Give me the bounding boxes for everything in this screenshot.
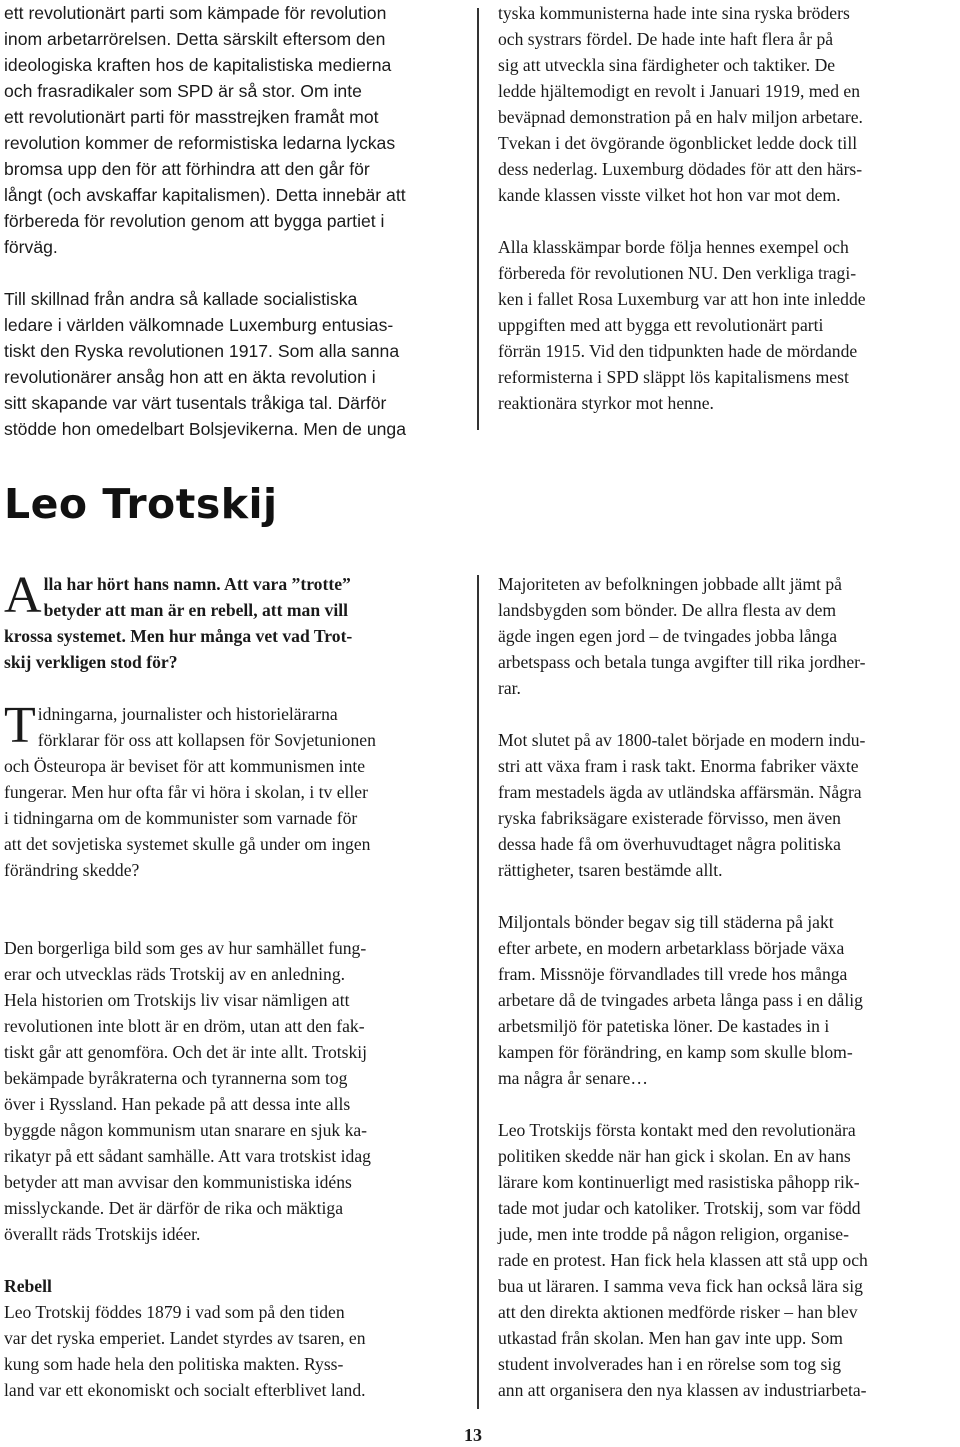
- top-left-column: [4, 0, 464, 442]
- top-column-divider: [477, 8, 479, 430]
- article-right-paragraph-1: Majoriteten av befolkningen jobbade allt jämt på landsbygden som bönder. De allra flesta av dem ägde ingen egen jord – de tvingades jobba långa arbetspass och betala tunga avgifter till rika jordher- rar.: [498, 574, 866, 698]
- article-paragraph-1: [4, 697, 466, 883]
- paragraph-dropcap: T: [4, 697, 36, 754]
- top-right-paragraph-1: tyska kommunisterna hade inte sina ryska bröders och systrars fördel. De hade inte haft flera år på sig att utveckla sina färdigheter och taktiker. De ledde hjältemodigt en revolt i Januari 1919, med en beväpnad demonstration på en halv miljon arbetare. Tvekan i det övgörande ögonblicket ledde dock till dess nederlag. Luxemburg dödades för att den härs- kande klassen visste vilket hot hon var mot dem.: [498, 3, 863, 205]
- article-title: Leo Trotskij: [4, 480, 278, 528]
- article-right-column: [498, 571, 960, 1403]
- article-column-divider: [477, 575, 479, 1409]
- article-paragraph-1-text: idningarna, journalister och historielärarna förklarar för oss att kollapsen för Sovjetunionen och Östeuropa är beviset för att kommunismen inte fungerar. Men hur ofta får vi höra i skolan, i tv eller i tidningarna om de kommunister som varnade för att det sovjetiska systemet skulle gå under om ingen förändring skedde?: [4, 704, 376, 880]
- top-right-column: [498, 0, 960, 416]
- lead-paragraph: [4, 567, 466, 675]
- section-subheading: Rebell: [4, 1276, 52, 1296]
- article-right-paragraph-4: Leo Trotskijs första kontakt med den revolutionära politiken skedde när han gick i skolan. En av hans lärare kom kontinuerligt med rasistiska påhopp rik- tade mot judar och katoliker. Trotskij, som var född jude, men inte trodde på någon religion, organise- rade en protest. Han fick hela klassen att stå upp och bua ut läraren. I samma veva fick han också lära sig att den direkta aktionen medförde risker – han blev utkastad från skolan. Men han gav inte upp. Som student involverades han i en rörelse som tog sig ann att organisera den nya klassen av industriarbeta-: [498, 1120, 868, 1400]
- article-right-paragraph-2: Mot slutet på av 1800-talet började en modern indu- stri att växa fram i rask takt. Enorma fabriker växte fram mestadels ägda av utländska affärsmän. Några ryska fabriksägare existerade förvisso, men även dessa hade få om överhuvudtaget några politiska rättigheter, tsaren bestämde allt.: [498, 730, 866, 880]
- page-number: 13: [464, 1425, 482, 1445]
- top-left-paragraph-1: ett revolutionärt parti som kämpade för revolution inom arbetarrörelsen. Detta särskilt eftersom den ideologiska kraften hos de kapitalistiska medierna och frasradikaler som SPD är så stor. Om inte ett revolutionärt parti för masstrejken framåt mot revolution kommer de reformistiska ledarna lyckas bromsa upp den för att förhindra att den går för långt (och avskaffar kapitalismen). Detta innebär att förbereda för revolution genom att bygga partiet i förväg.: [4, 3, 406, 257]
- article-paragraph-3: Leo Trotskij föddes 1879 i vad som på den tiden var det ryska emperiet. Landet styrdes av tsaren, en kung som hade hela den politiska makten. Ryss- land var ett ekonomiskt och socialt efterblivet land.: [4, 1302, 366, 1400]
- lead-dropcap: A: [4, 567, 42, 624]
- lead-text: lla har hört hans namn. Att vara ”trotte” betyder att man är en rebell, att man vill krossa systemet. Men hur många vet vad Trot- skij verkligen stod för?: [4, 574, 353, 672]
- top-left-paragraph-2: Till skillnad från andra så kallade socialistiska ledare i världen välkomnade Luxemburg entusias- tiskt den Ryska revolutionen 1917. Som alla sanna revolutionärer ansåg hon att en äkta revolution i sitt skapande var värt tusentals tråkiga tal. Därför stödde hon omedelbart Bolsjevikerna. Men de unga: [4, 289, 406, 439]
- article-right-paragraph-3: Miljontals bönder begav sig till städerna på jakt efter arbete, en modern arbetarklass började växa fram. Missnöje förvandlades till vrede hos många arbetare då de tvingades arbeta långa pass i en dålig arbetsmiljö för patetiska löner. De kastades in i kampen för förändring, en kamp som skulle blom- ma några år senare…: [498, 912, 863, 1088]
- top-right-paragraph-2: Alla klasskämpar borde följa hennes exempel och förbereda för revolutionen NU. Den verkliga tragi- ken i fallet Rosa Luxemburg var att hon inte inledde uppgiften med att bygga ett revolutionärt parti förrän 1915. Vid den tidpunkten hade de mördande reformisterna i SPD släppt lös kapitalismens mest reaktionära styrkor mot henne.: [498, 237, 866, 413]
- article-left-column: [4, 567, 466, 1403]
- article-paragraph-2: Den borgerliga bild som ges av hur samhället fung- erar och utvecklas räds Trotskij av en anledning. Hela historien om Trotskijs liv visar nämligen att revolutionen inte blott är en dröm, utan att den fak- tiskt går att genomföra. Och det är inte allt. Trotskij bekämpade byråkraterna och tyrannerna som tog över i Ryssland. Han pekade på att dessa inte alls byggde någon kommunism utan snarare en sjuk ka- rikatyr på ett sådant samhälle. Att vara trotskist idag betyder att man avvisar den kommunistiska idéns misslyckande. Det är därför de rika och mäktiga överallt räds Trotskijs idéer.: [4, 938, 371, 1244]
